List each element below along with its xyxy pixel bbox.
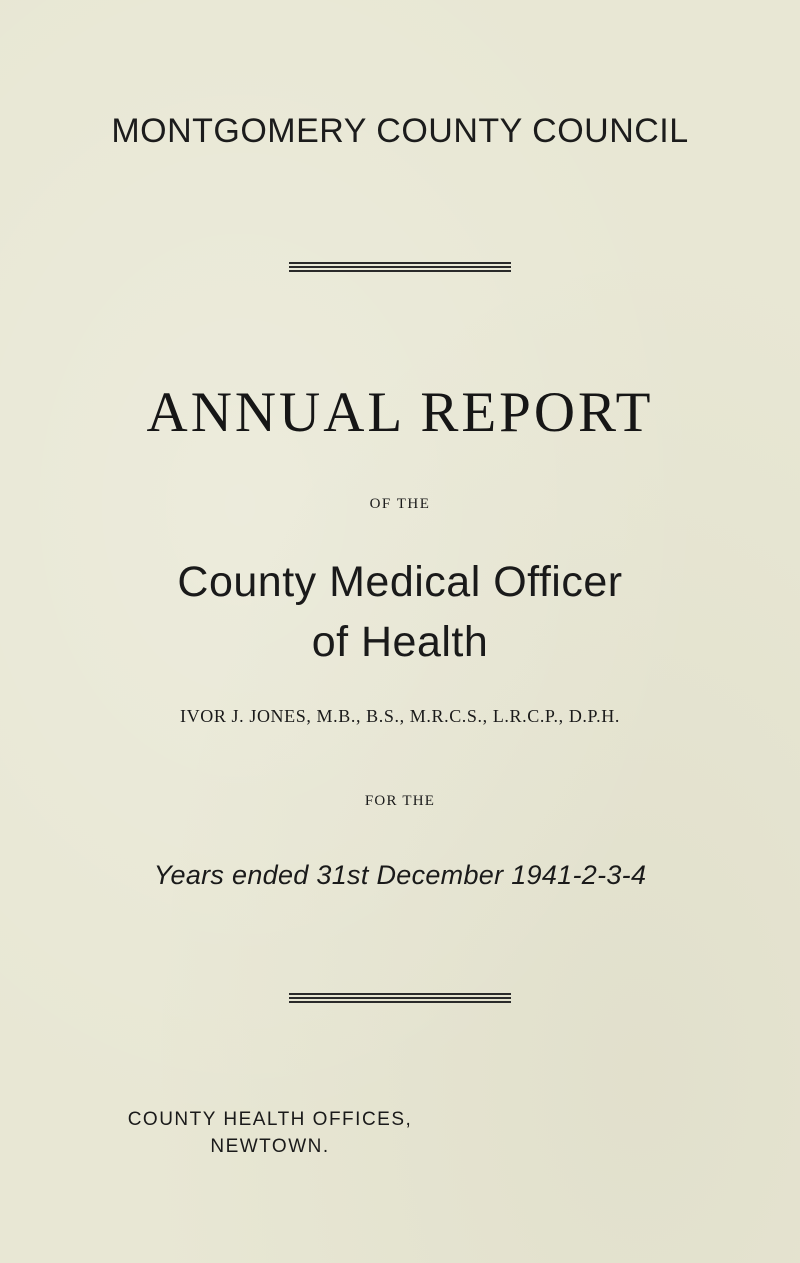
of-the-label: OF THE — [369, 496, 431, 512]
for-the-label: FOR THE — [364, 793, 436, 809]
author-credentials: IVOR J. JONES, M.B., B.S., M.R.C.S., L.R.C.P., D.P.H. — [180, 706, 620, 726]
bottom-double-rule — [289, 993, 511, 1007]
subject-line-2: of Health — [311, 618, 489, 666]
report-period: Years ended 31st December 1941-2-3-4 — [153, 860, 647, 890]
report-title: ANNUAL REPORT — [146, 381, 654, 444]
council-name: MONTGOMERY COUNTY COUNCIL — [111, 112, 689, 150]
address-line-1: COUNTY HEALTH OFFICES, — [127, 1109, 413, 1130]
address-line-2: NEWTOWN. — [210, 1136, 330, 1157]
top-double-rule — [289, 262, 511, 276]
office-address — [90, 1106, 450, 1160]
subject-line-1: County Medical Officer — [177, 558, 623, 606]
